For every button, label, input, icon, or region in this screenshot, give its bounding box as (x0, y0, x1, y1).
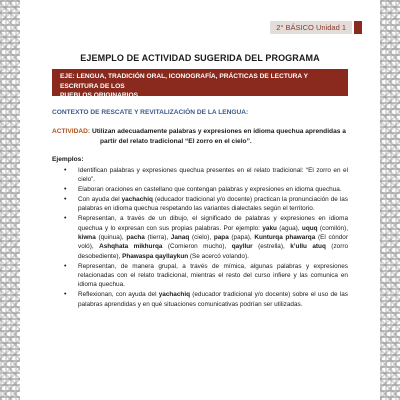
list-item (78, 166, 348, 185)
example-text: Reflexionan, con ayuda del (78, 291, 159, 299)
axis-banner-line-2: PUEBLOS ORIGINARIOS. (60, 92, 140, 99)
examples-list (78, 166, 348, 309)
activity-line-1: Utilizan adecuadamente palabras y expresiones en idioma quechua aprendidas a (91, 128, 346, 135)
example-text: Con ayuda del (78, 196, 122, 203)
example-text: (Comieron mucho), (162, 243, 232, 251)
list-item (78, 262, 348, 290)
example-term: Phawaspa qayllaykun (122, 252, 189, 260)
list-item (78, 195, 348, 214)
example-text: Representan, a través de un dibujo, el significado de palabras y expresiones en idioma quechua y lo expresan con sus propias palabras. Por ejemplo: (78, 215, 348, 232)
activity-line-2: partir del relato tradicional “El zorro en el cielo”. (100, 137, 252, 145)
example-term: k’ullu atuq (290, 243, 326, 251)
example-text: (papa), (228, 234, 255, 242)
example-text: (educador tradicional y/o docente) practican la pronunciación de las palabras en idioma quechua respetando las variantes dialectales según el territorio. (78, 196, 348, 213)
example-term: uquq (301, 224, 318, 232)
grade-badge: 2° BÁSICO Unidad 1 (270, 21, 352, 34)
context-title: CONTEXTO DE RESCATE Y REVITALIZACIÓN DE LA LENGUA: (52, 109, 249, 116)
example-term: Janaq (170, 234, 190, 242)
example-text: (quinua), (95, 234, 127, 242)
axis-banner-line-1: EJE: LENGUA, TRADICIÓN ORAL, ICONOGRAFÍA, PRÁCTICAS DE LECTURA Y ESCRITURA DE LOS (60, 73, 308, 90)
example-term: kiwna (78, 234, 96, 242)
example-text: (agua), (276, 224, 302, 232)
example-text: (cielo), (189, 234, 214, 242)
list-item (78, 214, 348, 261)
example-term: Ashqhata mikhurqa (99, 243, 163, 251)
example-text: (estrella), (252, 243, 291, 251)
example-text: (educador tradicional y/o docente) sobre el uso de las palabras aprendidas y en qué situaciones comunicativas podrían ser utilizadas. (78, 291, 348, 308)
list-item (78, 290, 348, 309)
activity-block (52, 127, 348, 146)
example-term: pacha (126, 234, 145, 242)
example-term: yachachiq (121, 196, 153, 203)
page-title: EJEMPLO DE ACTIVIDAD SUGERIDA DEL PROGRAMA (80, 53, 320, 63)
example-text: (zorro desobediente), (78, 243, 348, 260)
activity-label: ACTIVIDAD: (52, 128, 91, 135)
example-text: (comilón), (317, 224, 348, 232)
example-term: yaku (262, 224, 277, 232)
example-text: Elaboran oraciones en castellano que contengan palabras y expresiones en idioma quechua. (78, 186, 342, 194)
list-item (78, 185, 348, 194)
example-term: yachachiq (158, 291, 190, 299)
example-text: Representan, de manera grupal, a través de mímica, algunas palabras y expresiones relacionadas con el relato tradicional, mientras el resto del curso infiere y las comunica en idioma quechua. (78, 262, 348, 289)
example-text: Identifican palabras y expresiones quechua presentes en el relato tradicional: “El zorro en el cielo”. (78, 167, 348, 184)
examples-label: Ejemplos: (52, 156, 84, 163)
example-text: (Se acercó volando). (188, 252, 249, 260)
example-text: (tierra), (144, 234, 171, 242)
example-term: papa (213, 234, 229, 242)
example-text: (El cóndor voló), (78, 234, 348, 251)
example-term: Kunturqa phawarqa (254, 234, 316, 242)
axis-banner (52, 69, 348, 99)
example-term: qayllur (231, 243, 253, 251)
